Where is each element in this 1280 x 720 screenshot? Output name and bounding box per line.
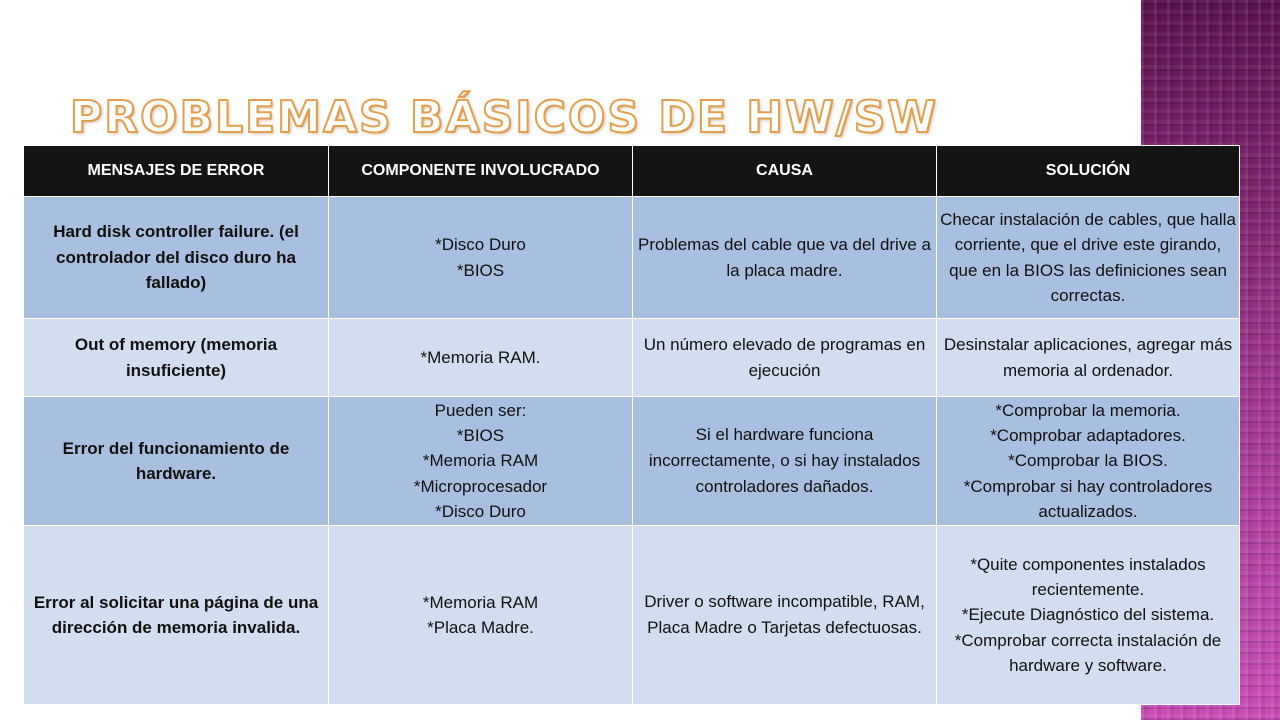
- cause-cell: Driver o software incompatible, RAM, Placa Madre o Tarjetas defectuosas.: [633, 526, 937, 705]
- component-line: Pueden ser:: [434, 400, 527, 420]
- component-line: *Memoria RAM: [422, 451, 539, 471]
- component-line: *Disco Duro: [435, 235, 526, 255]
- component-cell: [329, 197, 633, 319]
- component-line: *Memoria RAM: [422, 592, 539, 612]
- solution-cell: [937, 319, 1240, 397]
- component-cell: [329, 397, 633, 526]
- cause-cell: Problemas del cable que va del drive a la placa madre.: [633, 197, 937, 319]
- solution-line: Checar instalación de cables, que halla corriente, que el drive este girando, que en la BIOS las definiciones sean correctas.: [940, 209, 1236, 305]
- error-message-cell: Error del funcionamiento de hardware.: [24, 397, 329, 526]
- component-cell: [329, 319, 633, 397]
- solution-line: *Ejecute Diagnóstico del sistema.: [961, 605, 1215, 625]
- solution-line: *Comprobar la BIOS.: [1008, 451, 1168, 471]
- error-message-cell: Error al solicitar una página de una dirección de memoria invalida.: [24, 526, 329, 705]
- component-line: *BIOS: [456, 260, 505, 280]
- solution-line: *Comprobar la memoria.: [995, 400, 1181, 420]
- header-component: COMPONENTE INVOLUCRADO: [329, 146, 633, 197]
- header-cause: CAUSA: [633, 146, 937, 197]
- header-solution: SOLUCIÓN: [937, 146, 1240, 197]
- solution-cell: [937, 197, 1240, 319]
- solution-line: Desinstalar aplicaciones, agregar más memoria al ordenador.: [943, 335, 1233, 380]
- component-cell: [329, 526, 633, 705]
- solution-line: *Comprobar adaptadores.: [990, 426, 1186, 446]
- solution-line: *Quite componentes instalados recientemente.: [970, 554, 1206, 600]
- component-line: *Disco Duro: [435, 501, 526, 521]
- cause-cell: Un número elevado de programas en ejecución: [633, 319, 937, 397]
- solution-cell: [937, 526, 1240, 705]
- component-line: *Placa Madre.: [427, 618, 534, 637]
- component-line: *BIOS: [456, 426, 505, 446]
- slide-title: PROBLEMAS BÁSICOS DE HW/SW: [70, 92, 938, 143]
- component-line: *Memoria RAM.: [420, 347, 541, 367]
- error-message-cell: Out of memory (memoria insuficiente): [24, 319, 329, 397]
- component-line: *Microprocesador: [413, 476, 548, 496]
- table-row: [24, 319, 1240, 397]
- table-row: [24, 397, 1240, 526]
- solution-line: *Comprobar si hay controladores actualizados.: [963, 476, 1213, 521]
- solution-line: *Comprobar correcta instalación de hardware y software.: [954, 630, 1222, 675]
- table-header-row: [24, 146, 1240, 197]
- table-row: [24, 197, 1240, 319]
- solution-cell: [937, 397, 1240, 526]
- cause-cell: Si el hardware funciona incorrectamente, o si hay instalados controladores dañados.: [633, 397, 937, 526]
- table-row: [24, 526, 1240, 705]
- error-message-cell: Hard disk controller failure. (el controlador del disco duro ha fallado): [24, 197, 329, 319]
- error-table: [23, 145, 1240, 705]
- header-error-messages: MENSAJES DE ERROR: [24, 146, 329, 197]
